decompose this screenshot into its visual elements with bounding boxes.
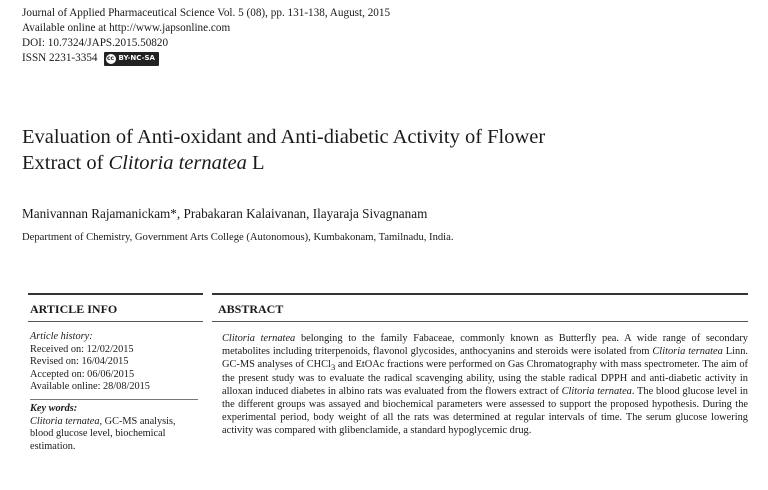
history-accepted: Accepted on: 06/06/2015 [30, 368, 135, 380]
journal-citation: Journal of Applied Pharmaceutical Science Vol. 5 (08), pp. 131-138, August, 2015 [22, 7, 391, 19]
abstract-body [222, 333, 748, 437]
history-available: Available online: 28/08/2015 [30, 381, 150, 393]
keywords-rest: , GC-MS analysis, blood glucose level, biochemical estimation. [30, 415, 176, 452]
title-prefix: Extract of [22, 152, 109, 174]
cc-license-badge[interactable] [104, 52, 159, 66]
info-heading-rule [28, 321, 203, 322]
journal-metadata [22, 6, 390, 66]
author-list: Manivannan Rajamanickam*, Prabakaran Kalaivanan, Ilayaraja Sivagnanam [22, 206, 428, 221]
affiliation: Department of Chemistry, Government Arts College (Autonomous), Kumbakonam, Tamilnadu, India. [22, 232, 454, 243]
issn: ISSN 2231-3354 [22, 52, 98, 64]
cc-icon: cc [106, 55, 115, 62]
cc-license-text: BY-NC-SA [118, 54, 155, 62]
abstract-text-2b: and EtOAc fractions were performed on Gas Chromatography with mass spectrometer. The aim of the present study was to evaluate the radical scavenging ability, using the stable radical DPPH and anti-diabetic activity in alloxan induced diabetes in albino rats was evaluated from the flowers extract of [222, 358, 749, 398]
title-line-1: Evaluation of Anti-oxidant and Anti-diabetic Activity of Flower [22, 126, 546, 148]
doi: DOI: 10.7324/JAPS.2015.50820 [22, 37, 169, 49]
abstract-top-rule [212, 293, 748, 295]
article-info-heading: ARTICLE INFO [30, 302, 118, 316]
abstract-species-2: Clitoria ternatea [652, 345, 723, 357]
history-received: Received on: 12/02/2015 [30, 343, 134, 355]
title-species: Clitoria ternatea [108, 152, 247, 174]
history-label: Article history: [30, 331, 93, 342]
abstract-text-1: belonging to the family Fabaceae, commonly known as Butterfly pea. A wide range of secondary metabolites including triterpenoids, flavonol glycosides, anthocyanins and steroids were isolated from [222, 333, 748, 357]
info-divider [30, 399, 198, 400]
abstract-text-3: . The blood glucose level in the different groups was assayed and biochemical parameters were assessed to support the proposed hypothesis. During the experimental period, body weight of all the rats was determined at regular intervals of time. The serum glucose lowering activity was compared with glibenclamide, a standard hypoglycemic drug. [222, 386, 748, 436]
paper-title [22, 124, 722, 176]
info-top-rule [28, 293, 203, 295]
online-availability: Available online at http://www.japsonline.com [22, 22, 231, 34]
history-revised: Revised on: 16/04/2015 [30, 356, 129, 368]
title-suffix: L [246, 152, 265, 174]
abstract-heading-rule [212, 321, 748, 322]
abstract-species-3: Clitoria ternatea [561, 386, 632, 398]
abstract-heading: ABSTRACT [218, 302, 284, 316]
abstract-subscript: 3 [330, 361, 336, 372]
abstract-species-1: Clitoria ternatea [222, 333, 296, 344]
article-info-panel [30, 331, 200, 453]
keywords [30, 416, 200, 454]
issn-row [22, 51, 390, 66]
keyword-species: Clitoria ternatea [30, 415, 100, 427]
abstract-text-2a: Linn. GC-MS analyses of CHCl [222, 345, 748, 370]
keywords-label: Key words: [30, 402, 78, 414]
